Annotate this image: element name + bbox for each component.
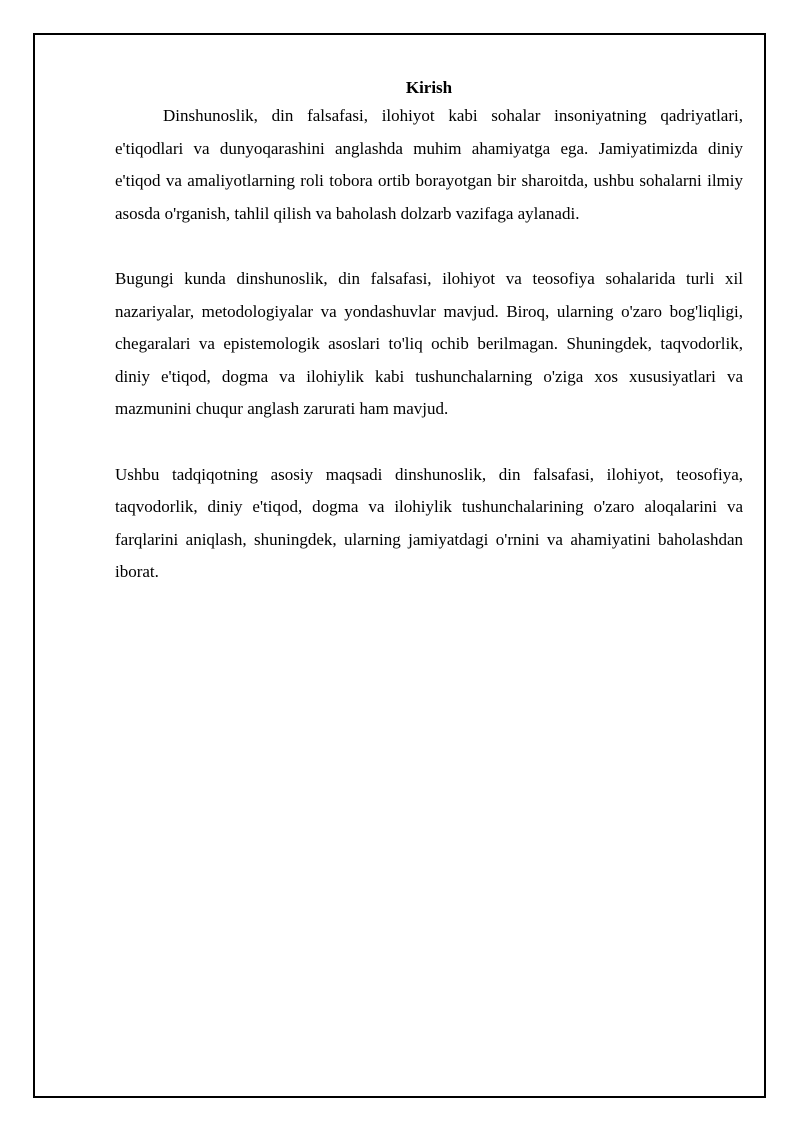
paragraph-spacer — [115, 426, 743, 459]
document-body — [115, 76, 743, 589]
paragraph-problem: Bugungi kunda dinshunoslik, din falsafasi, ilohiyot va teosofiya sohalarida turli xil nazariyalar, metodologiyalar va yondashuvlar mavjud. Biroq, ularning o'zaro bog'liqligi, chegaralari va epistemologik asoslari to'liq ochib berilmagan. Shuningdek, taqvodorlik, diniy e'tiqod, dogma va ilohiylik kabi tushunchalarning o'ziga xos xususiyatlari va mazmunini chuqur anglash zarurati ham mavjud. — [115, 268, 743, 419]
paragraph-aim: Ushbu tadqiqotning asosiy maqsadi dinshunoslik, din falsafasi, ilohiyot, teosofiya, taqvodorlik, diniy e'tiqod, dogma va ilohiylik tushunchalarining o'zaro aloqalarini va farqlarini aniqlash, shuningdek, ularning jamiyatdagi o'rnini va ahamiyatini baholashdan iborat. — [115, 464, 743, 582]
paragraph-spacer — [115, 230, 743, 263]
paragraph-intro: Dinshunoslik, din falsafasi, ilohiyot kabi sohalar insoniyatning qadriyatlari, e'tiqodlari va dunyoqarashini anglashda muhim ahamiyatga ega. Jamiyatimizda diniy e'tiqod va amaliyotlarning roli tobora ortib borayotgan bir sharoitda, ushbu sohalarni ilmiy asosda o'rganish, tahlil qilish va baholash dolzarb vazifaga aylanadi. — [115, 106, 743, 223]
document-title: Kirish — [405, 78, 453, 97]
